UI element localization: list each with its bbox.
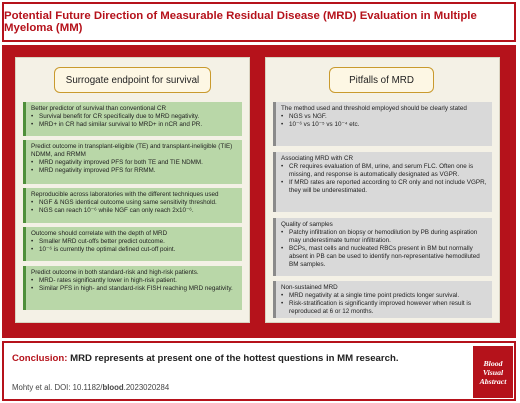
badge-word: Visual (482, 367, 504, 377)
box-bullet: • NGF & NGS identical outcome using same sensitivity threshold. (38, 199, 237, 207)
main-area (2, 45, 516, 338)
box-bullet: • Patchy infiltration on biopsy or hemodilution by PB during aspiration may underestimate tumor infiltration. (288, 229, 487, 245)
box-title: Associating MRD with CR (281, 155, 354, 162)
surrogate-endpoint-heading: Surrogate endpoint for survival (54, 67, 211, 93)
box-bullet: • Survival benefit for CR specifically due to MRD negativity. (38, 113, 237, 121)
right-box-3 (273, 218, 492, 276)
right-box-1 (273, 102, 492, 146)
box-bullet: • If MRD rates are reported according to CR only and not include VGPR, they will be underestimated. (288, 179, 487, 195)
box-title: Better predictor of survival than conventional CR (31, 105, 167, 112)
box-bullet: • MRD negativity improved PFS for both TE and TIE NDMM. (38, 159, 237, 167)
badge-word: Abstract (479, 376, 507, 386)
box-bullet: • Smaller MRD cut-offs better predict outcome. (38, 238, 237, 246)
box-bullet: • NGS vs NGF. (288, 113, 487, 121)
conclusion-label: Conclusion: (12, 353, 68, 364)
left-box-1 (23, 102, 242, 136)
citation-suffix: .2023020284 (123, 383, 170, 392)
right-box-2 (273, 152, 492, 212)
left-box-5 (23, 266, 242, 310)
box-title: Predict outcome in both standard-risk and high-risk patients. (31, 269, 199, 276)
conclusion-text: MRD represents at present one of the hottest questions in MM research. (70, 353, 399, 364)
box-bullet: • Similar PFS in high- and standard-risk FISH reaching MRD negativity. (38, 285, 237, 293)
surrogate-endpoint-panel (15, 57, 250, 323)
pitfalls-panel (265, 57, 500, 323)
citation-prefix: Mohty et al. DOI: 10.1182/ (12, 383, 103, 392)
box-title: Non-sustained MRD (281, 284, 338, 291)
box-bullet: • MRD negativity at a single time point predicts longer survival. (288, 292, 487, 300)
citation-journal: blood (102, 383, 124, 392)
page-title: Potential Future Direction of Measurable Residual Disease (MRD) Evaluation in Multiple Myeloma (MM) (4, 10, 477, 34)
box-bullet: • MRD negativity improved PFS for RRMM. (38, 167, 237, 175)
right-box-4 (273, 281, 492, 318)
citation (12, 383, 169, 392)
left-box-4 (23, 227, 242, 261)
box-bullet: • MRD- rates significantly lower in high-risk patient. (38, 277, 237, 285)
box-title: The method used and threshold employed should be clearly stated (281, 105, 467, 112)
badge-word: Blood (483, 358, 503, 368)
box-title: Predict outcome in transplant-eligible (TE) and transplant-ineligible (TIE) NDMM, and RRMM (31, 143, 233, 158)
box-bullet: • 10⁻⁶ vs 10⁻⁵ vs 10⁻⁴ etc. (288, 121, 487, 129)
box-title: Reproducible across laboratories with the different techniques used (31, 191, 219, 198)
left-box-3 (23, 188, 242, 223)
pitfalls-heading: Pitfalls of MRD (329, 67, 434, 93)
conclusion-box (2, 341, 516, 401)
box-bullet: • Risk-stratification is significantly improved however when result is reproduced at 6 or 12 months. (288, 300, 487, 316)
title-banner (2, 2, 516, 42)
box-title: Quality of samples (281, 221, 333, 228)
conclusion-statement (12, 353, 399, 364)
box-bullet: • MRD+ in CR had similar survival to MRD+ in nCR and PR. (38, 121, 237, 129)
left-box-2 (23, 140, 242, 184)
box-bullet: • NGS can reach 10⁻⁶ while NGF can only reach 2x10⁻⁶. (38, 207, 237, 215)
box-title: Outcome should correlate with the depth of MRD (31, 230, 168, 237)
box-bullet: • CR requires evaluation of BM, urine, and serum FLC. Often one is missing, and response is automatically designated as VGPR. (288, 163, 487, 179)
box-bullet: • BCPs, mast cells and nucleated RBCs present in BM but normally absent in PB can be used to identify non-representative hemodiluted BM samples. (288, 245, 487, 269)
box-bullet: • 10⁻⁶ is currently the optimal defined cut-off point. (38, 246, 237, 254)
blood-visual-abstract-logo (473, 346, 513, 398)
